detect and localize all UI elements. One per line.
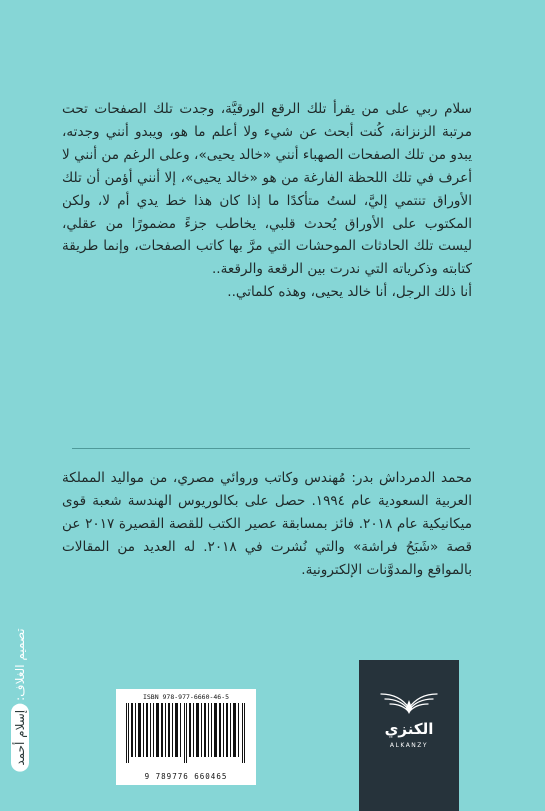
author-bio: محمد الدمرداش بدر: مُهندس وكاتب وروائي مصري، من مواليد المملكة العربية السعودية عام ١٩٩٤. حصل على بكالوريوس الهندسة شعبة قوى ميكانيكية عام ٢٠١٨. فائز بمسابقة عصير الكتب للقصة القصيرة ٢٠١٧ عن قصة «شَبَحُ فراشة» والتي نُشرت في ٢٠١٨. له العديد من المقالات بالمواقع والمدوَّنات الإلكترونية. (62, 470, 472, 578)
publisher-name-arabic: الكنزي (384, 720, 434, 738)
barcode-bars (124, 703, 248, 763)
barcode-number: 9 789776 660465 (144, 772, 228, 781)
section-divider (72, 448, 470, 449)
credit-label: تصميم الغلاف: (13, 628, 27, 701)
isbn-barcode (116, 689, 256, 785)
blurb-closing-line: أنا ذلك الرجل، أنا خالد يحيى، وهذه كلماتي.. (227, 284, 472, 301)
publisher-logo-panel (359, 660, 459, 811)
isbn-label: ISBN 978-977-6660-46-5 (142, 693, 230, 701)
winged-emblem-icon (378, 688, 440, 716)
publisher-name-english: ALKANZY (389, 742, 429, 749)
designer-name: إسلام أحمد (11, 704, 29, 772)
book-blurb (62, 98, 472, 304)
cover-design-credit (10, 628, 30, 766)
blurb-paragraph: سلام ربي على من يقرأ تلك الرقع الورقيَّة، وجدت تلك الصفحات تحت مرتبة الزنزانة، كُنت أبحث عن شيء ولا أعلم ما هو، ويبدو أنني وجدته، يبدو من تلك الصفحات الصهباء أنني «خالد يحيى»، وعلى الرغم من أنني لا أعرف في تلك اللحظة الفارغة من هو «خالد يحيى»، إلا أنني أؤمن أن تلك الأوراق تنتمي إليَّ، لستُ متأكدًا ما إذا كان هذا خط يدي أم لا، ولكن المكتوب على الأوراق يُحدث قلبي، يخاطب جزءً مضمورًا من عقلي، ليست تلك الحادثات الموحشات التي مرَّ بها كاتب الصفحات، وإنما طريقة كتابته وذكرياته التي ندرت بين الرقعة والرقعة.. (62, 101, 472, 278)
